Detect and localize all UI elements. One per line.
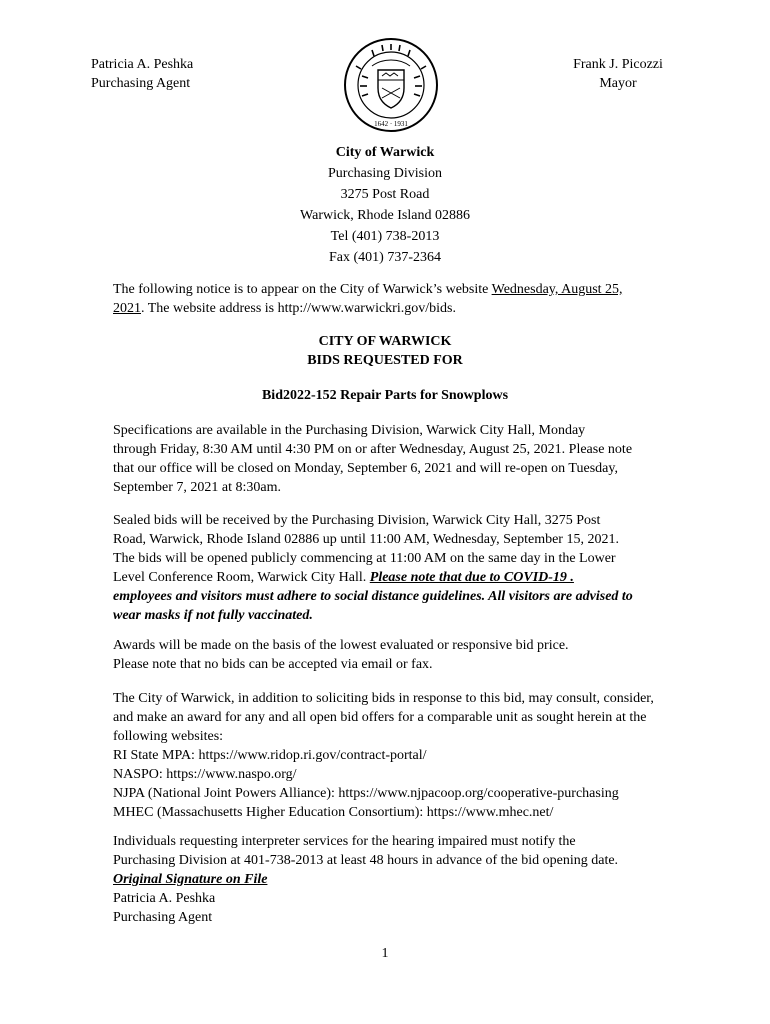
org-name: City of Warwick bbox=[335, 145, 435, 160]
header-left bbox=[91, 55, 193, 93]
street-address: 3275 Post Road bbox=[340, 187, 430, 202]
paragraph-line: Specifications are available in the Purchasing Division, Warwick City Hall, Monday bbox=[113, 423, 586, 438]
signer-name: Patricia A. Peshka bbox=[113, 891, 216, 906]
awards-paragraph bbox=[113, 636, 693, 674]
signature-note: Original Signature on File bbox=[113, 872, 268, 887]
fax: Fax (401) 737-2364 bbox=[329, 250, 441, 265]
heading-line-2: BIDS REQUESTED FOR bbox=[307, 353, 463, 368]
telephone: Tel (401) 738-2013 bbox=[330, 229, 440, 244]
website-mhec: MHEC (Massachusetts Higher Education Consortium): https://www.mhec.net/ bbox=[113, 805, 554, 820]
notice-text: The following notice is to appear on the City of Warwick’s website bbox=[113, 282, 492, 297]
notice-date-year: 2021 bbox=[113, 301, 141, 316]
covid-guidelines: employees and visitors must adhere to social distance guidelines. All visitors are advised to bbox=[113, 589, 633, 604]
paragraph-line: September 7, 2021 at 8:30am. bbox=[113, 480, 281, 495]
paragraph-line: Individuals requesting interpreter services for the hearing impaired must notify the bbox=[113, 834, 576, 849]
paragraph-line: The City of Warwick, in addition to soliciting bids in response to this bid, may consult, consider, bbox=[113, 691, 654, 706]
paragraph-line: Level Conference Room, Warwick City Hall. bbox=[113, 570, 370, 585]
paragraph-line: Awards will be made on the basis of the lowest evaluated or responsive bid price. bbox=[113, 638, 569, 653]
bid-title-text: Bid2022-152 Repair Parts for Snowplows bbox=[261, 388, 509, 403]
paragraph-line: Sealed bids will be received by the Purchasing Division, Warwick City Hall, 3275 Post bbox=[113, 513, 601, 528]
paragraph-line: that our office will be closed on Monday, September 6, 2021 and will re-open on Tuesday, bbox=[113, 461, 618, 476]
paragraph-line: The bids will be opened publicly commencing at 11:00 AM on the same day in the Lower bbox=[113, 551, 616, 566]
specifications-paragraph bbox=[113, 421, 693, 497]
city-address: Warwick, Rhode Island 02886 bbox=[300, 208, 470, 223]
notice-date: Wednesday, August 25, bbox=[491, 282, 623, 297]
purchasing-agent-name: Patricia A. Peshka bbox=[91, 57, 194, 72]
paragraph-line: and make an award for any and all open bid offers for a comparable unit as sought herein at the bbox=[113, 710, 647, 725]
notice-paragraph bbox=[113, 280, 693, 318]
website-njpa: NJPA (National Joint Powers Alliance): https://www.njpacoop.org/cooperative-purchasing bbox=[113, 786, 619, 801]
paragraph-line: following websites: bbox=[113, 729, 224, 744]
page-number: 1 bbox=[381, 946, 389, 961]
heading-line-1: CITY OF WARWICK bbox=[318, 334, 452, 349]
covid-masks: wear masks if not fully vaccinated. bbox=[113, 608, 313, 623]
division-name: Purchasing Division bbox=[328, 166, 442, 181]
header-right bbox=[553, 55, 683, 93]
paragraph-line: Purchasing Division at 401-738-2013 at least 48 hours in advance of the bid opening date. bbox=[113, 853, 619, 868]
covid-notice: Please note that due to COVID-19 . bbox=[369, 570, 574, 585]
purchasing-agent-title: Purchasing Agent bbox=[91, 76, 191, 91]
paragraph-line: through Friday, 8:30 AM until 4:30 PM on or after Wednesday, August 25, 2021. Please note bbox=[113, 442, 633, 457]
sealed-bids-paragraph bbox=[113, 511, 693, 625]
paragraph-line: Road, Warwick, Rhode Island 02886 up until 11:00 AM, Wednesday, September 15, 2021. bbox=[113, 532, 619, 547]
signer-title: Purchasing Agent bbox=[113, 910, 213, 925]
bid-title bbox=[0, 386, 770, 405]
mayor-name: Frank J. Picozzi bbox=[573, 57, 663, 72]
bids-heading bbox=[0, 332, 770, 370]
notice-website: . The website address is http://www.warwickri.gov/bids. bbox=[141, 301, 456, 316]
mayor-title: Mayor bbox=[599, 76, 637, 91]
address-block bbox=[0, 142, 770, 268]
website-naspo: NASPO: https://www.naspo.org/ bbox=[113, 767, 297, 782]
city-seal-icon bbox=[342, 36, 440, 134]
cooperative-paragraph bbox=[113, 689, 693, 822]
interpreter-paragraph bbox=[113, 832, 693, 927]
website-ri-state-mpa: RI State MPA: https://www.ridop.ri.gov/contract-portal/ bbox=[113, 748, 427, 763]
paragraph-line: Please note that no bids can be accepted via email or fax. bbox=[113, 657, 433, 672]
svg-text:1642 · 1931: 1642 · 1931 bbox=[374, 120, 408, 128]
